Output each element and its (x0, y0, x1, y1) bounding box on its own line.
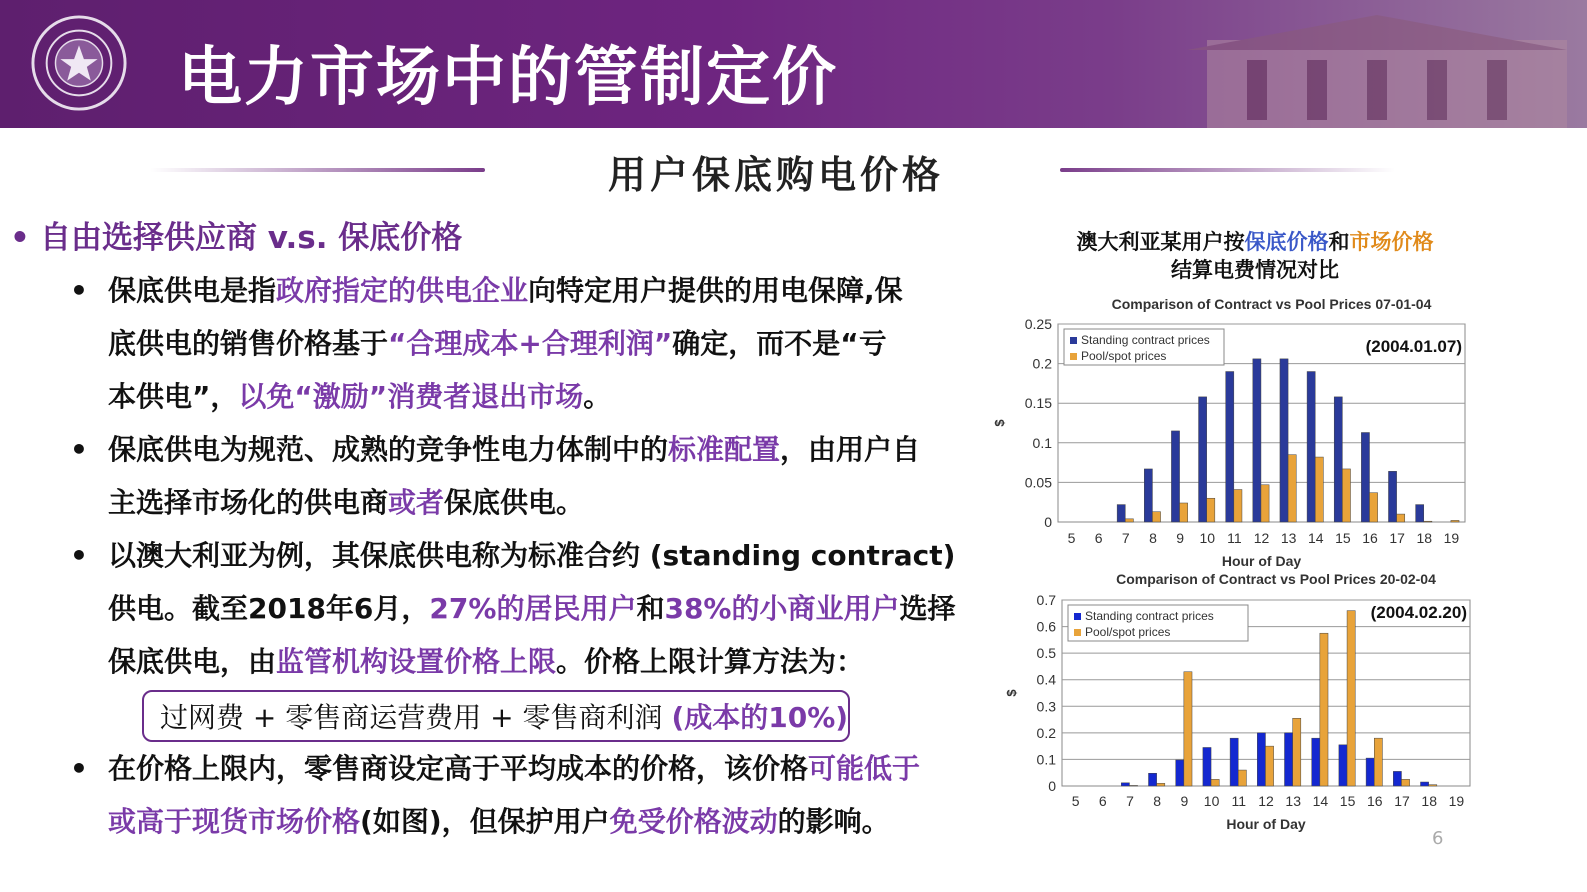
date-annotation: (2004.01.07) (1365, 337, 1462, 356)
y-tick-label: 0.1 (1036, 751, 1056, 768)
main-bullet-text: 自由选择供应商 v.s. 保底价格 (40, 220, 463, 256)
bar-contract (1416, 505, 1424, 522)
legend-swatch (1074, 613, 1081, 620)
bar-pool (1129, 785, 1137, 786)
text-run: 保底供电。 (444, 486, 585, 519)
y-axis-label: $ (1004, 689, 1019, 697)
formula-highlight: (成本的10%) (671, 701, 849, 734)
bar-contract (1171, 431, 1179, 522)
bar-pool (1401, 779, 1409, 786)
bullet-dot: • (70, 539, 88, 572)
bar-contract (1366, 758, 1374, 786)
x-tick-label: 15 (1339, 793, 1356, 809)
x-tick-label: 18 (1416, 530, 1433, 546)
bar-pool (1152, 512, 1160, 522)
page-number: 6 (1432, 828, 1444, 849)
x-tick-label: 12 (1253, 530, 1270, 546)
text-run: 。价格上限计算方法为： (556, 645, 865, 678)
x-tick-label: 14 (1312, 793, 1329, 809)
bar-pool (1293, 718, 1301, 786)
highlight-run: 免受价格波动 (609, 805, 778, 838)
chart-title: Comparison of Contract vs Pool Prices 07-01-04 (1111, 296, 1432, 312)
y-tick-label: 0.7 (1036, 592, 1056, 608)
x-tick-label: 14 (1307, 530, 1324, 546)
highlight-run: 或者 (388, 486, 445, 519)
chart-title: Comparison of Contract vs Pool Prices 20-02-04 (1116, 571, 1436, 587)
section-title: 用户保底购电价格 (608, 153, 945, 197)
bar-pool (1234, 490, 1242, 522)
highlight-run: 监管机构设置价格上限 (276, 645, 557, 678)
bar-pool (1288, 455, 1296, 522)
legend-label: Pool/spot prices (1085, 625, 1171, 639)
x-tick-label: 12 (1258, 793, 1274, 809)
text-run: 保底供电是指 (108, 274, 277, 307)
highlight-run: 可能低于 (808, 752, 921, 785)
x-tick-label: 15 (1335, 530, 1351, 546)
y-tick-label: 0.6 (1036, 618, 1056, 635)
y-tick-label: 0.25 (1024, 316, 1052, 332)
y-tick-label: 0.2 (1036, 724, 1056, 741)
page-title: 电力市场中的管制定价 (178, 41, 838, 115)
text-run: 供电。截至2018年6月， (108, 592, 430, 625)
text-run: 以澳大利亚为例，其保底供电称为标准合约 (standing contract) (108, 539, 956, 572)
x-tick-label: 5 (1071, 793, 1080, 809)
x-tick-label: 9 (1180, 793, 1189, 809)
x-axis-label: Hour of Day (1226, 816, 1306, 832)
text-run: 向特定用户提供的用电保障,保 (528, 274, 903, 307)
x-tick-label: 19 (1443, 530, 1460, 546)
x-tick-label: 16 (1362, 530, 1378, 546)
legend-swatch (1074, 629, 1081, 636)
bullet-dot: • (70, 433, 88, 466)
highlight-run: 以免“激励”消费者退出市场 (238, 380, 584, 413)
bar-contract (1307, 372, 1315, 522)
bar-pool (1429, 785, 1437, 786)
text-run: 主选择市场化的供电商 (108, 486, 389, 519)
bar-contract (1199, 397, 1207, 522)
bar-contract (1226, 372, 1234, 522)
highlight-run: 38%的小商业用户 (664, 592, 900, 625)
legend-swatch (1070, 337, 1077, 344)
bar-pool (1451, 520, 1459, 522)
bar-contract (1230, 738, 1238, 786)
y-tick-label: 0.1 (1032, 434, 1052, 451)
legend-swatch (1070, 353, 1077, 360)
bar-pool (1347, 611, 1355, 786)
bar-contract (1334, 397, 1342, 522)
bar-contract (1121, 783, 1129, 786)
text-run: 底供电的销售价格基于 (108, 327, 389, 360)
y-tick-label: 0 (1044, 514, 1052, 530)
x-tick-label: 5 (1067, 530, 1076, 546)
text-run: (如图)，但保护用户 (360, 805, 610, 838)
x-tick-label: 17 (1389, 530, 1405, 546)
bar-contract (1388, 471, 1396, 522)
text-run: 在价格上限内，零售商设定高于平均成本的价格，该价格 (108, 752, 809, 785)
bar-contract (1284, 733, 1292, 786)
text-run: 本供电”， (108, 380, 239, 413)
x-tick-label: 11 (1227, 530, 1242, 546)
text-run: 和 (1328, 230, 1350, 254)
text-run: 澳大利亚某用户按 (1076, 230, 1245, 254)
text-run: 保底供电，由 (108, 645, 277, 678)
bar-pool (1211, 779, 1219, 786)
highlight-run: “合理成本+合理利润” (388, 327, 673, 360)
bar-contract (1203, 747, 1211, 786)
x-tick-label: 17 (1394, 793, 1410, 809)
x-tick-label: 7 (1126, 793, 1134, 809)
text-run: 选择 (899, 592, 956, 625)
highlight-blue: 保底价格 (1244, 230, 1329, 254)
bar-pool (1342, 469, 1350, 522)
legend-label: Pool/spot prices (1081, 349, 1167, 363)
text-run: ，由用户自 (780, 433, 921, 466)
bar-contract (1176, 760, 1184, 786)
x-axis-label: Hour of Day (1221, 553, 1302, 569)
x-tick-label: 11 (1231, 793, 1247, 809)
y-tick-label: 0.3 (1036, 698, 1056, 715)
x-tick-label: 8 (1153, 793, 1162, 809)
bar-contract (1393, 771, 1401, 786)
x-tick-label: 6 (1098, 793, 1107, 809)
y-tick-label: 0.2 (1032, 355, 1052, 372)
bar-contract (1148, 773, 1156, 786)
bar-pool (1180, 503, 1188, 522)
bar-contract (1339, 745, 1347, 786)
bar-pool (1261, 485, 1269, 522)
x-tick-label: 18 (1421, 793, 1437, 809)
y-tick-label: 0.5 (1036, 645, 1056, 662)
x-tick-label: 16 (1367, 793, 1383, 809)
text-run: 结算电费情况对比 (1171, 258, 1339, 282)
bar-pool (1207, 498, 1215, 522)
bar-contract (1257, 733, 1265, 786)
bar-pool (1397, 514, 1405, 522)
bar-contract (1117, 505, 1125, 522)
text-run: 的影响。 (777, 805, 890, 838)
date-annotation: (2004.02.20) (1370, 603, 1467, 622)
highlight-run: 标准配置 (668, 433, 781, 466)
bar-pool (1238, 770, 1246, 786)
bar-contract (1420, 782, 1428, 786)
bar-pool (1315, 457, 1323, 522)
text-run: 。 (583, 380, 612, 413)
x-tick-label: 9 (1176, 530, 1184, 546)
formula-text: 过网费 + 零售商运营费用 + 零售商利润 (160, 701, 672, 734)
x-tick-label: 6 (1094, 530, 1103, 546)
text-run: 确定，而不是“亏 (672, 327, 887, 360)
bullet-dot: • (10, 220, 30, 256)
x-tick-label: 13 (1285, 793, 1301, 809)
y-axis-label: $ (992, 419, 1007, 427)
legend-label: Standing contract prices (1081, 333, 1210, 347)
bar-pool (1374, 738, 1382, 786)
highlight-run: 政府指定的供电企业 (276, 274, 529, 307)
bar-contract (1312, 738, 1320, 786)
highlight-run: 或高于现货市场价格 (108, 805, 361, 838)
x-tick-label: 13 (1280, 530, 1297, 546)
bar-pool (1184, 672, 1192, 786)
bar-pool (1424, 521, 1432, 522)
bar-pool (1369, 493, 1377, 522)
highlight-run: 27%的居民用户 (429, 592, 637, 625)
x-tick-label: 7 (1121, 530, 1130, 546)
bar-pool (1320, 633, 1328, 786)
bar-pool (1265, 746, 1273, 786)
bar-pool (1157, 783, 1165, 786)
bar-contract (1253, 359, 1261, 522)
bar-contract (1361, 433, 1369, 522)
y-tick-label: 0 (1048, 778, 1056, 794)
y-tick-label: 0.15 (1024, 395, 1052, 412)
bar-pool (1125, 519, 1133, 522)
bar-contract (1144, 469, 1152, 522)
y-tick-label: 0.05 (1024, 474, 1052, 491)
legend-label: Standing contract prices (1085, 609, 1214, 623)
y-tick-label: 0.4 (1036, 671, 1056, 688)
x-tick-label: 10 (1203, 793, 1220, 809)
text-run: 和 (636, 592, 665, 625)
highlight-orange: 市场价格 (1349, 230, 1434, 254)
x-tick-label: 19 (1448, 793, 1465, 809)
bar-contract (1280, 359, 1288, 522)
bullet-dot: • (70, 752, 88, 785)
text-run: 保底供电为规范、成熟的竞争性电力体制中的 (108, 433, 669, 466)
x-tick-label: 8 (1149, 530, 1157, 546)
x-tick-label: 10 (1199, 530, 1216, 546)
bullet-dot: • (70, 274, 88, 307)
